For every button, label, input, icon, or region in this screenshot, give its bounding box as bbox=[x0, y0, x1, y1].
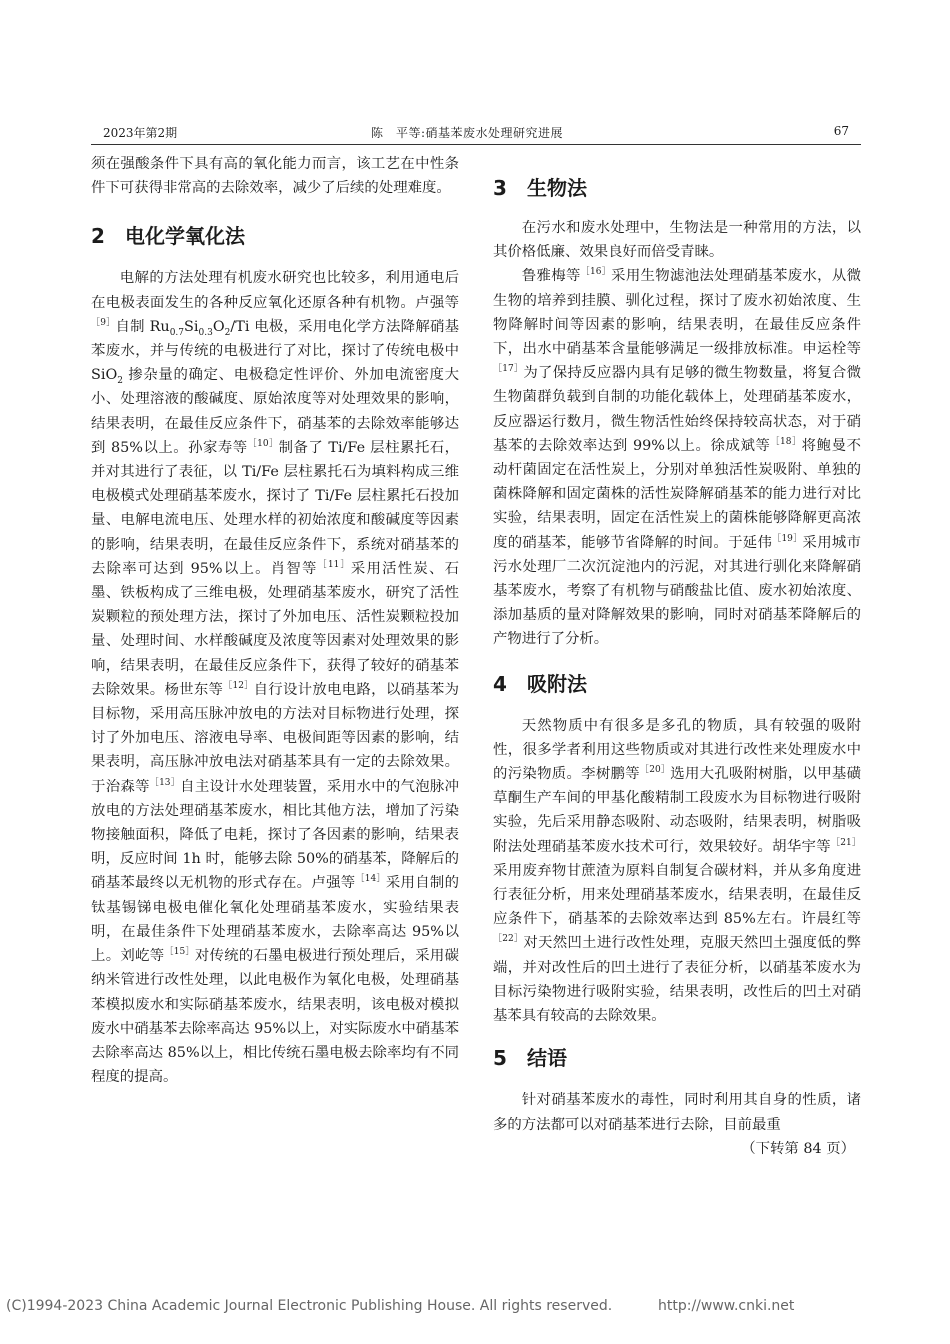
section-heading-2 bbox=[91, 220, 459, 252]
section-heading-5 bbox=[493, 1042, 861, 1074]
text-run: 采用自制的钛基锡锑电极电催化氧化处理硝基苯废水，实验结果表明，在最佳条件下处理硝基苯废水，去除率高达 95%以上。刘屹等 bbox=[91, 875, 459, 965]
text-run: 采用活性炭、石墨、铁板构成了三维电极，处理硝基苯废水，研究了活性炭颗粒的预处理方法，探讨了外加电压、活性炭颗粒投加量、处理时间、水样酸碱度及浓度等因素对处理效果的影响，结果表明，在最佳反应条件下，获得了较好的硝基苯去除效果。杨世东等 bbox=[91, 560, 459, 698]
citation-ref: ［19］ bbox=[772, 533, 803, 544]
paragraph: 在污水和废水处理中，生物法是一种常用的方法，以其价格低廉、效果良好而倍受青睐。 bbox=[493, 220, 861, 261]
site-link[interactable]: http://www.cnki.net bbox=[658, 1298, 795, 1314]
section-title: 结语 bbox=[527, 1046, 567, 1071]
text-run: 采用废弃物甘蔗渣为原料自制复合碳材料，并从多角度进行表征分析，用来处理硝基苯废水，结果表明，在最佳反应条件下，硝基苯的去除效率达到 85%左右。许晨红等 bbox=[493, 862, 861, 928]
citation-ref: ［14］ bbox=[355, 874, 386, 885]
text-run: 对天然凹土进行改性处理，克服天然凹土强度低的弊端，并对改性后的凹土进行了表征分析，以硝基苯废水为目标污染物进行吸附实验，结果表明，改性后的凹土对硝基苯具有较高的去除效果。 bbox=[493, 935, 861, 1025]
citation-ref: ［9］ bbox=[91, 318, 116, 329]
running-header bbox=[91, 118, 861, 145]
text-run: O bbox=[212, 318, 225, 335]
subscript: 2 bbox=[117, 376, 123, 387]
continued-on-note: （下转第 84 页） bbox=[741, 1140, 855, 1157]
section-title: 吸附法 bbox=[527, 671, 587, 696]
text-run: 制备了 Ti/Fe 层柱累托石，并对其进行了表征，以 Ti/Fe 层柱累托石为填料构成三维电极模式处理硝基苯废水，探讨了 Ti/Fe 层柱累托石投加量、电解电流电压、处理水样的初始浓度和酸碱度等因素的影响，结果表明，在最佳反应条件下，系统对硝基苯的去除率可达到 95%以上。肖智等 bbox=[91, 439, 460, 577]
section-title: 生物法 bbox=[527, 176, 587, 200]
citation-ref: ［16］ bbox=[580, 267, 612, 278]
section-title: 电化学氧化法 bbox=[125, 224, 245, 249]
section-number: 5 bbox=[493, 1046, 507, 1071]
paragraph bbox=[91, 266, 459, 1089]
text-run: 卢强等 bbox=[415, 294, 459, 311]
text-run: 采用生物滤池法处理硝基苯废水，从微生物的培养到挂膜、驯化过程，探讨了废水初始浓度、生物降解时间等因素的影响，结果表明，在最佳反应条件下，出水中硝基苯含量能够满足一级排放标准。申运栓等 bbox=[493, 268, 861, 358]
section-heading-3 bbox=[493, 172, 861, 204]
citation-ref: ［13］ bbox=[149, 777, 181, 788]
citation-ref: ［21］ bbox=[830, 837, 861, 848]
citation-ref: ［15］ bbox=[164, 947, 195, 958]
citation-ref: ［22］ bbox=[493, 934, 524, 945]
section-number: 4 bbox=[493, 671, 507, 696]
subscript: 2 bbox=[224, 327, 231, 338]
page-number: 67 bbox=[833, 124, 849, 138]
text-run: 采用城市污水处理厂二次沉淀池内的污泥，对其进行驯化来降解硝基苯废水，考察了有机物与硝酸盐比值、废水初始浓度、添加基质的量对降解效果的影响，同时对硝基苯降解后的产物进行了分析。 bbox=[493, 534, 861, 648]
text-run: 自主设计水处理装置，采用水中的气泡脉冲放电的方法处理硝基苯废水，相比其他方法，增加了污染物接触面积，降低了电耗，探讨了各因素的影响，结果表明，反应时间 1h 时，能够去除 50%的硝基苯，降解后的硝基苯最终以无机物的形式存在。卢强等 bbox=[91, 778, 459, 892]
paragraph: 针对硝基苯废水的毒性，同时利用其自身的性质，诸多的方法都可以对硝基苯进行去除，目前最重 bbox=[493, 1092, 861, 1133]
subscript: 0.3 bbox=[198, 327, 213, 338]
text-run: 掺杂量的确定、电极稳定性评价、外加电流密度大小、处理溶液的酸碱度、原始浓度等对处理效果的影响，结果表明，在最佳反应条件下，硝基苯的去除效率能够达到 85%以上。孙家寿等 bbox=[91, 367, 459, 456]
text-run: /Ti 电极，采用电化学方法降解硝基苯废水，并与传统的电极进行了对比，探讨了传统电极中 SiO bbox=[91, 318, 459, 384]
text-run: 电解的方法处理有机废水研究也比较多，利用通电后在电极表面发生的各种反应氧化还原各种有机物。 bbox=[91, 270, 459, 311]
text-run: 鲁雅梅等 bbox=[521, 268, 581, 285]
journal-issue: 2023年第2期 bbox=[103, 126, 178, 140]
text-run: 自制 Ru bbox=[115, 318, 170, 335]
text-run: 天然物质中有很多是多孔的物质，具有较强的吸附性，很多学者利用这些物质或对其进行改性来处理废水中的污染物质。李树鹏等 bbox=[493, 717, 861, 783]
citation-ref: ［11］ bbox=[317, 560, 351, 571]
paragraph bbox=[493, 264, 861, 651]
right-column bbox=[493, 152, 861, 1161]
section-heading-4 bbox=[493, 668, 861, 700]
running-title: 陈 平等:硝基苯废水处理研究进展 bbox=[371, 126, 564, 140]
copyright-notice: (C)1994-2023 China Academic Journal Electronic Publishing House. All rights reserved. bbox=[6, 1298, 613, 1314]
section-number: 3 bbox=[493, 176, 507, 200]
text-run: 将鲍曼不动杆菌固定在活性炭上，分别对单独活性炭吸附、单独的菌株降解和固定菌株的活性炭降解硝基苯的能力进行对比实验，结果表明，固定在活性炭上的菌株能够降解更高浓度的硝基苯，能够节省降解的时间。于延伟 bbox=[493, 437, 862, 551]
continued-paragraph: 须在强酸条件下具有高的氧化能力而言，该工艺在中性条件下可获得非常高的去除效率，减少了后续的处理难度。 bbox=[91, 156, 459, 197]
text-run: 选用大孔吸附树脂，以甲基磺草酮生产车间的甲基化酸精制工段废水为目标物进行吸附实验，先后采用静态吸附、动态吸附，结果表明，树脂吸附法处理硝基苯废水技术可行，效果较好。胡华宇等 bbox=[493, 766, 861, 855]
citation-ref: ［10］ bbox=[247, 439, 279, 450]
citation-ref: ［20］ bbox=[639, 765, 671, 776]
subscript: 0.7 bbox=[169, 327, 185, 338]
section-number: 2 bbox=[91, 224, 105, 249]
left-column bbox=[91, 152, 459, 1089]
citation-ref: ［12］ bbox=[223, 681, 254, 692]
text-run: Si bbox=[184, 318, 199, 335]
text-run: 为了保持反应器内具有足够的微生物数量，将复合微生物菌群负载到自制的功能化载体上，处理硝基苯废水，反应器运行数月，微生物活性始终保持较高状态，对于硝基苯的去除效率达到 99%以上。徐成斌等 bbox=[493, 365, 861, 454]
paragraph bbox=[493, 714, 861, 1029]
text-run: 自行设计放电电路，以硝基苯为目标物，采用高压脉冲放电的方法对目标物进行处理，探讨了外加电压、溶液电导率、电极间距等因素的影响，结果表明，高压脉冲放电法对硝基苯具有一定的去除效果。于治森等 bbox=[91, 681, 459, 795]
citation-ref: ［17］ bbox=[493, 364, 524, 375]
text-run: 对传统的石墨电极进行预处理后，采用碳纳米管进行改性处理，以此电极作为氧化电极，处理硝基苯模拟废水和实际硝基苯废水，结果表明，该电极对模拟废水中硝基苯去除率高达 95%以上，对实际废水中硝基苯去除率高达 85%以上，相比传统石墨电极去除率均有不同程度的提高。 bbox=[91, 948, 459, 1086]
citation-ref: ［18］ bbox=[770, 437, 802, 448]
